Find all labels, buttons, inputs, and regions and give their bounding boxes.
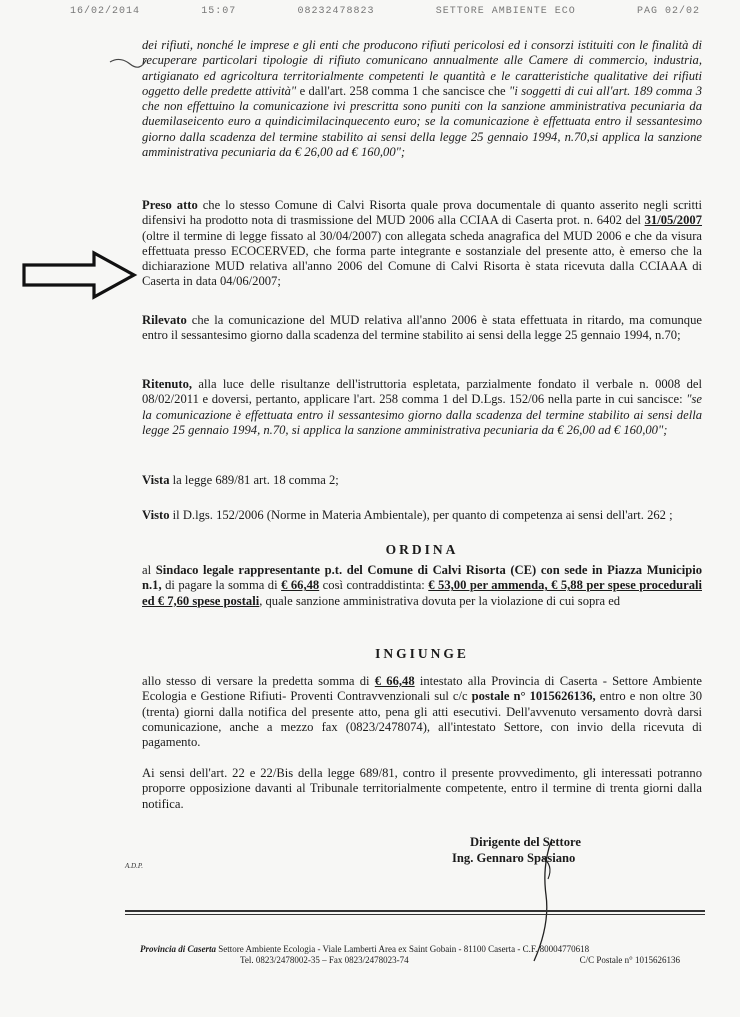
lead-word: Rilevato bbox=[142, 313, 187, 327]
quote-text: "se la comunicazione è effettuata entro il sessantesimo giorno dalla scadenza del termine stabilito ai sensi della legge 25 gennaio 1994, n.70, si applica la sanzione amministrativa pecuniaria da € 26,00 ad € 160,00"; bbox=[142, 392, 702, 437]
recipient: Sindaco legale rappresentante p.t. del Comune di Calvi Risorta (CE) con sede in Piazza Municipio n.1, bbox=[142, 563, 702, 593]
footer-postal: C/C Postale n° 1015626136 bbox=[579, 955, 680, 965]
paragraph-rilevato bbox=[142, 313, 702, 344]
text: Ai sensi dell'art. 22 e 22/Bis della legge 689/81, contro il presente provvedimento, gli interessati potranno proporre opposizione davanti al Tribunale territorialmente competente, entro il termine di trenta giorni dalla notifica. bbox=[142, 766, 702, 811]
footer bbox=[140, 944, 700, 966]
footer-phone: Tel. 0823/2478002-35 – Fax 0823/2478023-74 bbox=[240, 955, 409, 965]
lead-word: Visto bbox=[142, 508, 170, 522]
footer-line-1 bbox=[140, 944, 700, 955]
lead-word: Vista bbox=[142, 473, 170, 487]
text: che lo stesso Comune di Calvi Risorta quale prova documentale di quanto asserito negli scritti difensivi ha prodotto nota di trasmissione del MUD 2006 alla CCIAA di Caserta prot. n. 6402 del bbox=[142, 198, 702, 228]
lead-word: Preso atto bbox=[142, 198, 198, 212]
quote-text: dei rifiuti, nonché le imprese e gli enti che producono rifiuti pericolosi ed i consorzi istituiti con le finalità di recuperare particolari tipologie di rifiuto comunicano annualmente alle Camere di commercio, industria, artigianato ed agricoltura territorialmente competenti le quantità e le caratteristiche qualitative dei rifiuti oggetto delle predette attività" bbox=[142, 38, 702, 98]
date-highlight: 31/05/2007 bbox=[644, 213, 702, 228]
initials: A.D.P. bbox=[125, 862, 143, 870]
text: il D.lgs. 152/2006 (Norme in Materia Ambientale), per quanto di competenza ai sensi dell'art. 262 ; bbox=[169, 508, 673, 522]
paragraph-intro bbox=[142, 38, 702, 160]
paragraph-order bbox=[142, 563, 702, 609]
fax-sender: SETTORE AMBIENTE ECO bbox=[435, 6, 576, 17]
footer-rule-bottom bbox=[125, 914, 705, 915]
signature-name: Ing. Gennaro Spasiano bbox=[452, 851, 576, 865]
footer-line-2 bbox=[240, 955, 680, 966]
amount-total: € 66,48 bbox=[374, 674, 415, 688]
heading-ingiunge: INGIUNGE bbox=[375, 646, 469, 661]
text: (oltre il termine di legge fissato al 30/04/2007) con allegata scheda anagrafica del MUD 2006 e che da visura effettuata presso ECOCERVED, che forma parte integrante e sostanziale del presente atto, è emerso che la dichiarazione MUD relativa all'anno 2006 del Comune di Calvi Risorta è stata ricevuta dalla CCIAAA di Caserta in data 04/06/2007; bbox=[142, 228, 702, 289]
lead-word: Ritenuto, bbox=[142, 377, 193, 391]
footer-rule-top bbox=[125, 910, 705, 912]
quote-text: "i soggetti di cui all'art. 189 comma 3 che non effettuino la comunicazione ivi prescritta sono puniti con la sanzione amministrativa pecuniaria da duemilaseicento euro a quindicimilacinquecento euro; se la comunicazione è effettuata entro il sessantesimo giorno dalla scadenza del termine stabilito ai sensi della legge 25 gennaio 1994, n.70,si applica la sanzione amministrativa pecuniaria da € 26,00 ad € 160,00"; bbox=[142, 83, 702, 160]
text: , quale sanzione amministrativa dovuta per la violazione di cui sopra ed bbox=[259, 593, 621, 608]
fax-page: PAG 02/02 bbox=[636, 6, 700, 17]
text: così contraddistinta: bbox=[319, 578, 429, 593]
text: alla luce delle risultanze dell'istruttoria espletata, parzialmente fondato il verbale n. 0008 del 08/02/2011 e doversi, pertanto, applicare l'art. 258 comma 1 del D.Lgs. 152/06 nella parte in cui sancisce: bbox=[142, 377, 702, 407]
paragraph-vista bbox=[142, 473, 702, 488]
text: entro e non oltre 30 (trenta) giorni dalla notifica del presente atto, pena gli atti esecutivi. Dell'avvenuto versamento dovrà darsi comunicazione, anche a mezzo fax (0823/2478074), all'intestato Settore, con invio della ricevuta di pagamento. bbox=[142, 689, 702, 750]
footer-org: Provincia di Caserta bbox=[140, 944, 216, 954]
paragraph-preso-atto bbox=[142, 198, 702, 290]
amount-total: € 66,48 bbox=[281, 578, 320, 593]
signature-role: Dirigente del Settore bbox=[470, 835, 581, 849]
fax-date: 16/02/2014 bbox=[70, 6, 141, 17]
paragraph-appeal bbox=[142, 766, 702, 812]
postal-account: postale n° 1015626136, bbox=[471, 689, 596, 704]
paragraph-visto bbox=[142, 508, 702, 523]
text: e dall'art. 258 comma 1 che sancisce che bbox=[296, 83, 510, 98]
footer-address: Settore Ambiente Ecologia - Viale Lamberti Area ex Saint Gobain - 81100 Caserta - C.F. 80004770618 bbox=[216, 944, 590, 954]
text: che la comunicazione del MUD relativa all'anno 2006 è stata effettuata in ritardo, ma comunque entro il sessantesimo giorno dalla scadenza del termine stabilito ai sensi della legge 25 gennaio 1994, n.70; bbox=[142, 313, 702, 343]
fax-number: 08232478823 bbox=[297, 6, 375, 17]
paragraph-ritenuto bbox=[142, 377, 702, 438]
text: al bbox=[142, 563, 156, 577]
text: allo stesso di versare la predetta somma di bbox=[142, 674, 375, 688]
text: la legge 689/81 art. 18 comma 2; bbox=[169, 473, 339, 487]
text: intestato alla Provincia di Caserta - Settore Ambiente Ecologia e Gestione Rifiuti- Proventi Contravvenzionali sul c/c bbox=[142, 674, 702, 704]
fax-time: 15:07 bbox=[201, 6, 237, 17]
fax-header bbox=[70, 6, 700, 17]
text: di pagare la somma di bbox=[161, 578, 282, 593]
arrow-right-icon bbox=[22, 250, 138, 300]
amount-breakdown: € 53,00 per ammenda, € 5,88 per spese procedurali ed € 7,60 spese postali bbox=[142, 578, 702, 608]
heading-ordina: ORDINA bbox=[385, 542, 459, 557]
paragraph-injunction bbox=[142, 674, 702, 750]
